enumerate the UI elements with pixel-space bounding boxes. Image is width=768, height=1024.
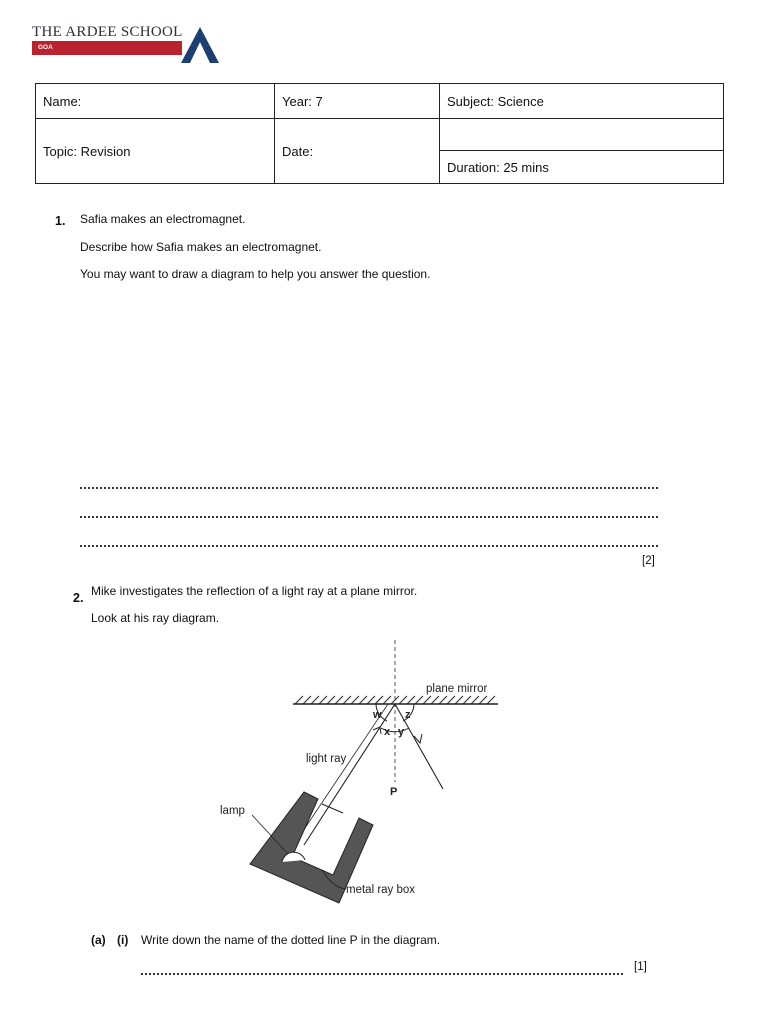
- date-cell: Date:: [275, 119, 440, 184]
- subject-cell: Subject: Science: [440, 84, 724, 119]
- part-i-answer-line[interactable]: [141, 973, 623, 975]
- q2-line2: Look at his ray diagram.: [91, 611, 220, 625]
- incident-arrow: [373, 727, 381, 734]
- logo-a-icon: [180, 26, 220, 64]
- duration-cell: Duration: 25 mins: [440, 151, 724, 184]
- part-i-label: (i): [117, 933, 129, 947]
- incident-ray-2: [297, 704, 388, 840]
- school-logo: [32, 22, 222, 66]
- info-table: [35, 83, 724, 184]
- label-lamp: lamp: [220, 805, 245, 817]
- campus-bar: GOA: [32, 41, 182, 55]
- label-plane-mirror: plane mirror: [426, 683, 488, 695]
- incident-ray-1: [304, 704, 398, 845]
- q2-number: 2.: [73, 591, 84, 605]
- q1-marks: [2]: [642, 555, 655, 567]
- q1-answer-line-1[interactable]: [80, 487, 658, 489]
- q1-answer-line-3[interactable]: [80, 545, 658, 547]
- q1-answer-line-2[interactable]: [80, 516, 658, 518]
- year-cell: Year: 7: [275, 84, 440, 119]
- q1-line3: You may want to draw a diagram to help you answer the question.: [80, 267, 431, 281]
- label-light-ray: light ray: [306, 753, 347, 765]
- blank-cell: [440, 119, 724, 151]
- label-w: w: [373, 709, 382, 721]
- q2-line1: Mike investigates the reflection of a light ray at a plane mirror.: [91, 584, 418, 598]
- school-name: THE ARDEE SCHOOL: [32, 24, 183, 40]
- label-y: y: [398, 726, 405, 738]
- part-i-marks: [1]: [634, 961, 647, 973]
- label-metal-ray-box: metal ray box: [346, 884, 416, 896]
- label-x: x: [384, 726, 391, 738]
- q1-line1: Safia makes an electromagnet.: [80, 212, 246, 226]
- label-z: z: [405, 709, 411, 721]
- q1-line2: Describe how Safia makes an electromagnet.: [80, 240, 322, 254]
- q1-number: 1.: [55, 214, 66, 228]
- topic-cell: Topic: Revision: [36, 119, 275, 184]
- label-p: P: [390, 786, 398, 798]
- ray-diagram: [200, 632, 520, 907]
- reflected-ray: [395, 704, 443, 789]
- part-i-text: Write down the name of the dotted line P in the diagram.: [141, 933, 441, 947]
- part-a-label: (a): [91, 933, 106, 947]
- name-cell: Name:: [36, 84, 275, 119]
- reflected-arrow: [414, 734, 422, 743]
